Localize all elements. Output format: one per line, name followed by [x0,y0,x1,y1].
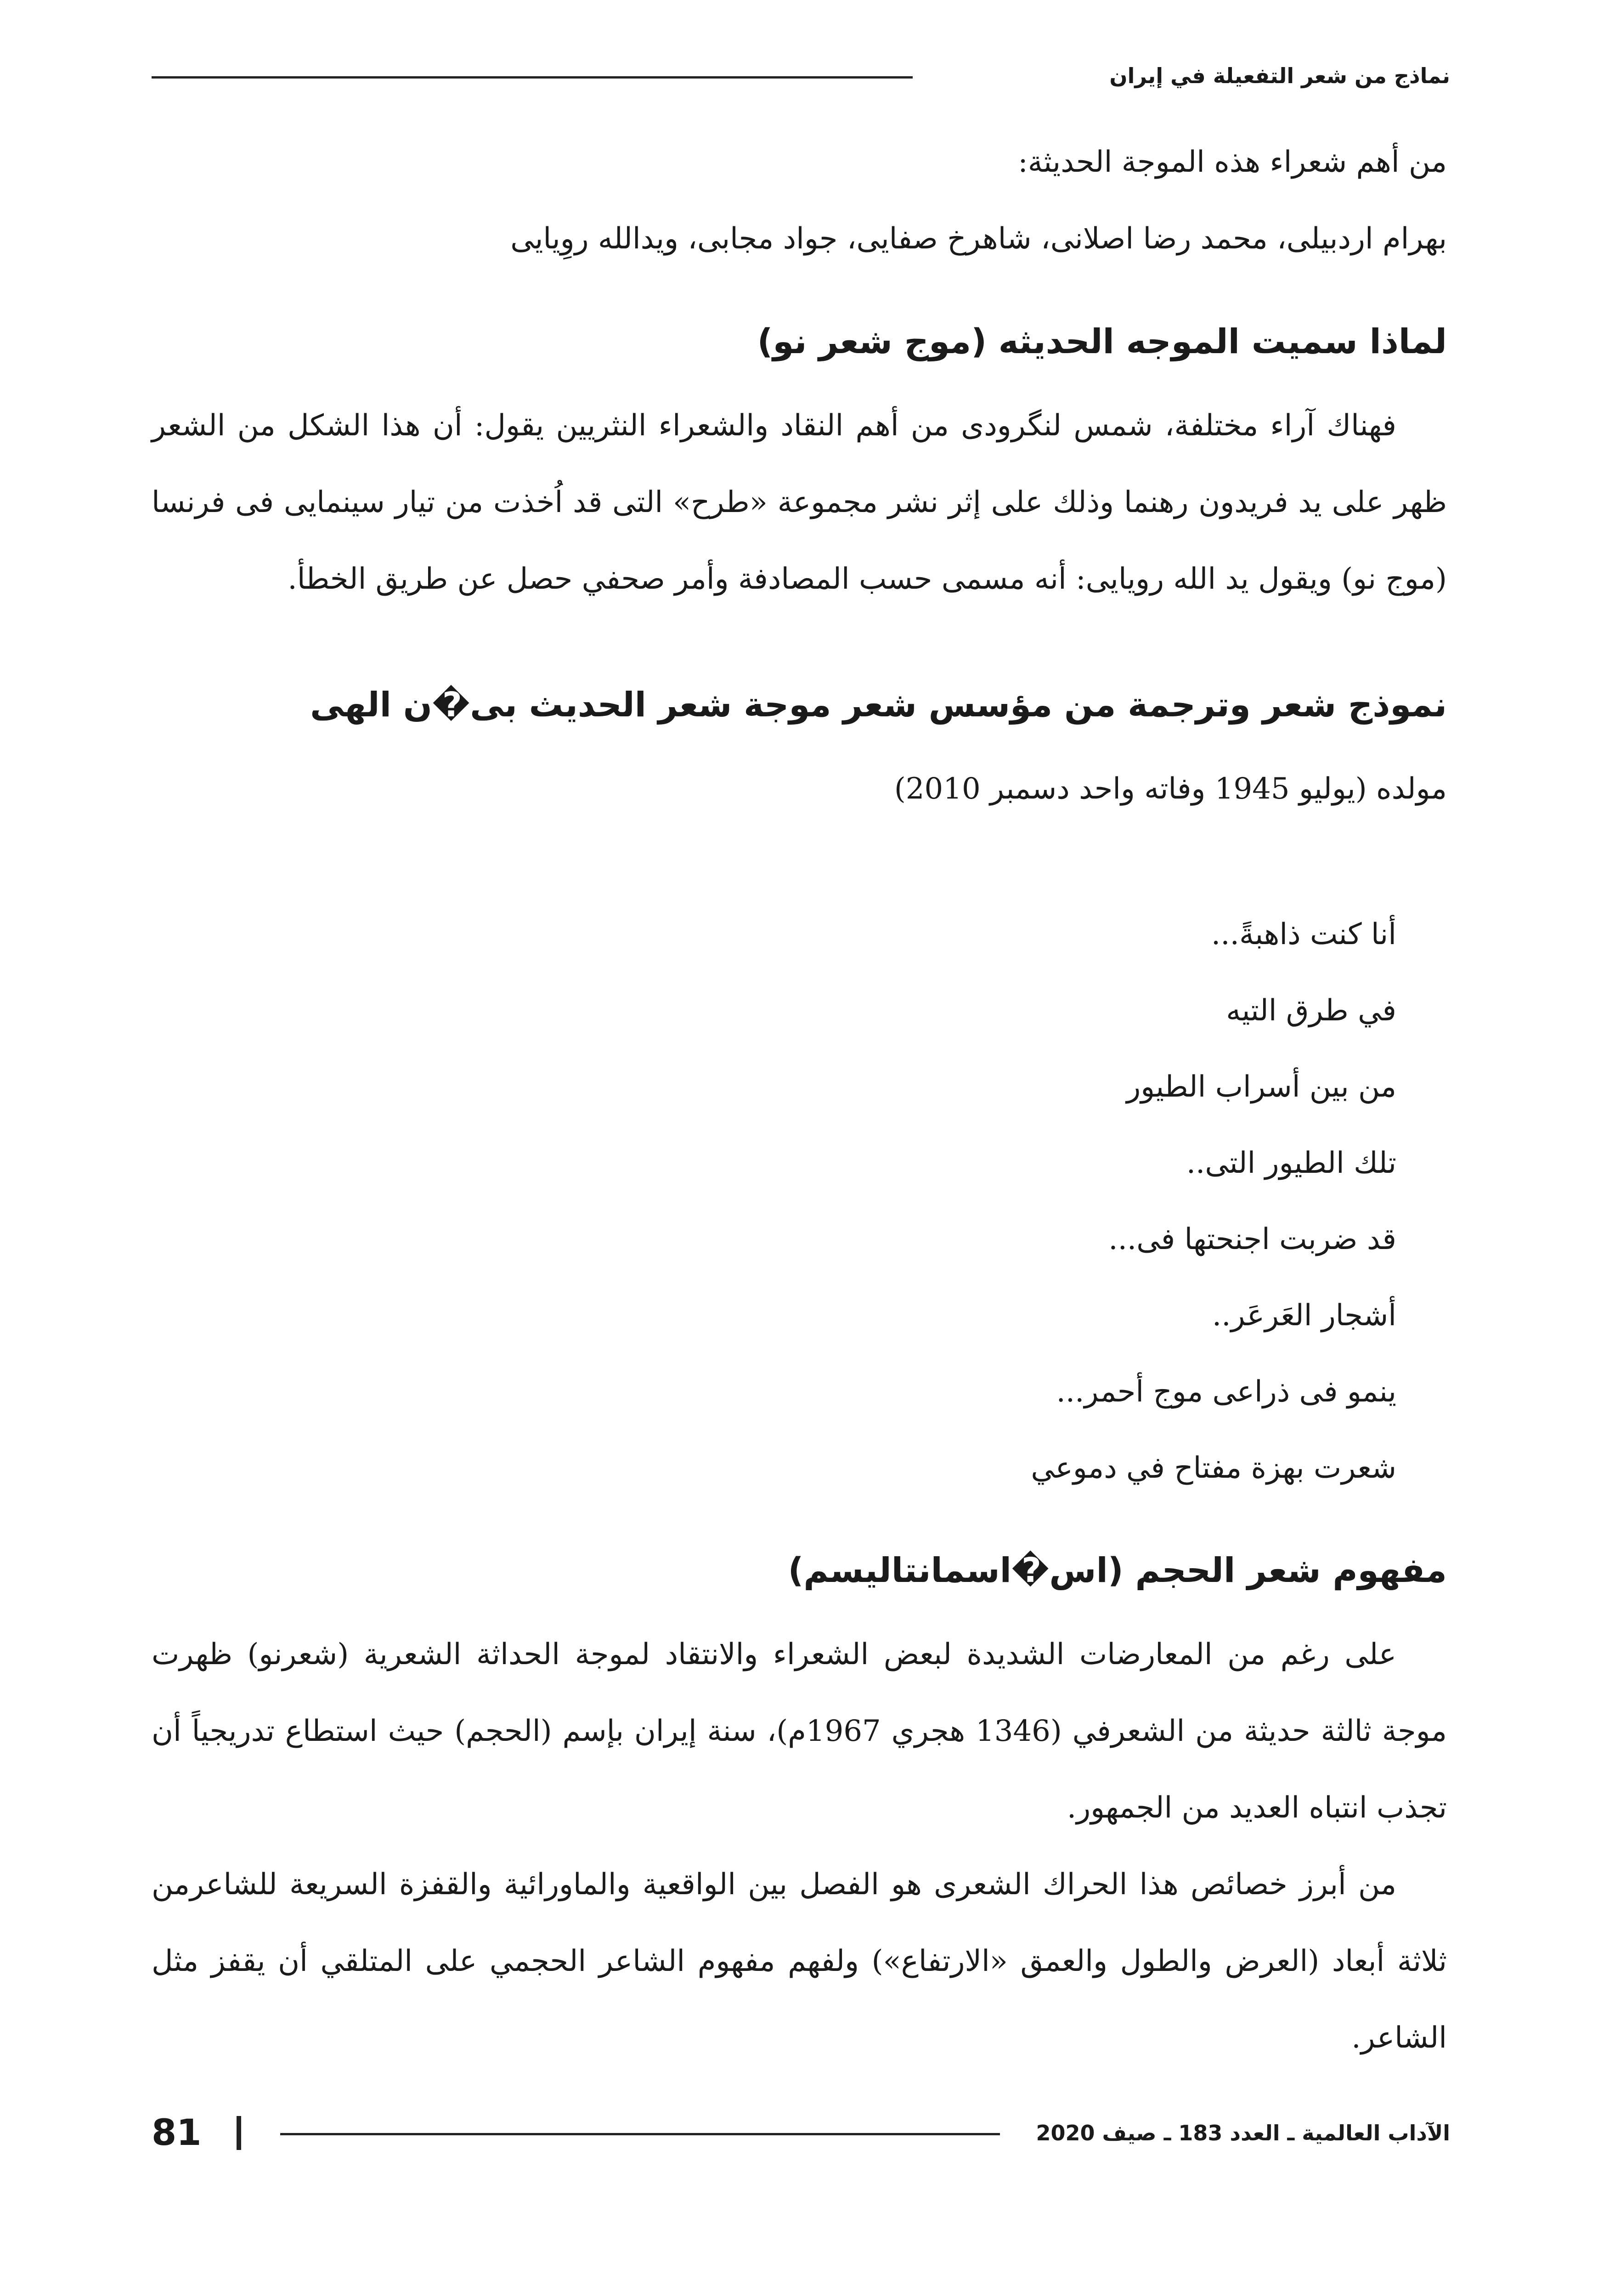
poem-line: تلك الطيور التی.. [1186,1146,1396,1180]
poem-line: من بين أسراب الطيور [1126,1070,1396,1104]
page-number-separator [237,2116,241,2150]
poem [152,896,1447,1506]
poem-line: شعرت بهزة مفتاح في دموعي [1031,1451,1396,1485]
poem-line: في طرق التيه [1226,994,1396,1028]
birth-dates: مولده (يوليو 1945 وفاته واحد دسمبر 2010) [894,772,1447,806]
article-body [152,124,1447,2077]
poem-line: ينمو فی ذراعی موج أحمر... [1056,1375,1396,1409]
page-number: 81 [152,2112,202,2154]
section-heading: مفهوم شعر الحجم (اس�اسمانتاليسم) [788,1551,1447,1590]
paragraph: فهناك آراء مختلفة، شمس لنگرودی من أهم النقاد والشعراء النثريين يقول: أن هذا الشكل من الشعر ظهر على يد فريدون رهنما وذلك على إثر نشر مجموعة «طرح» التی قد اُخذت من تيار سينمايی فی فرنسا (موج نو) ويقول يد الله رويايی: أنه مسمى حسب المصادفة وأمر صحفي حصل عن طريق الخطأ. [152,409,1447,596]
footer-rule [280,2133,1000,2135]
journal-issue: الآداب العالمية ـ العدد 183 ـ صيف 2020 [1036,2121,1450,2145]
poem-line: أشجار العَرعَر.. [1212,1299,1396,1333]
running-header-title: نماذج من شعر التفعيلة في إيران [1109,63,1450,88]
section-heading: نموذج شعر وترجمة من مؤسس شعر موجة شعر الحديث بی�ن الهی [310,685,1447,725]
running-header [152,55,1450,96]
paragraph: من أبرز خصائص هذا الحراك الشعرى هو الفصل بين الواقعية والماورائية والقفزة السريعة للشاعرمن ثلاثة أبعاد (العرض والطول والعمق «الارتفاع») ولفهم مفهوم الشاعر الحجمي على المتلقي أن يقفز مثل الشاعر. [152,1868,1447,2055]
header-rule [152,76,913,79]
page-footer [152,2108,1450,2158]
intro-line: من أهم شعراء هذه الموجة الحديثة: [1018,145,1447,179]
section-heading: لماذا سميت الموجه الحديثه (موج شعر نو) [757,322,1447,361]
poem-line: قد ضربت اجنحتها فی... [1108,1222,1396,1256]
poem-line: أنا كنت ذاهبةً... [1211,917,1396,951]
paragraph: على رغم من المعارضات الشديدة لبعض الشعراء والانتقاد لموجة الحداثة الشعرية (شعرنو) ظهرت موجة ثالثة حديثة من الشعرفي (1346 هجري 1967م)، سنة إيران بإسم (الحجم) حيث استطاع تدريجياً أن تجذب انتباه العديد من الجمهور. [152,1638,1447,1825]
poets-list: بهرام اردبيلى، محمد رضا اصلانى، شاهرخ صفايى، جواد مجابى، ويدالله روِيايى [510,222,1447,256]
